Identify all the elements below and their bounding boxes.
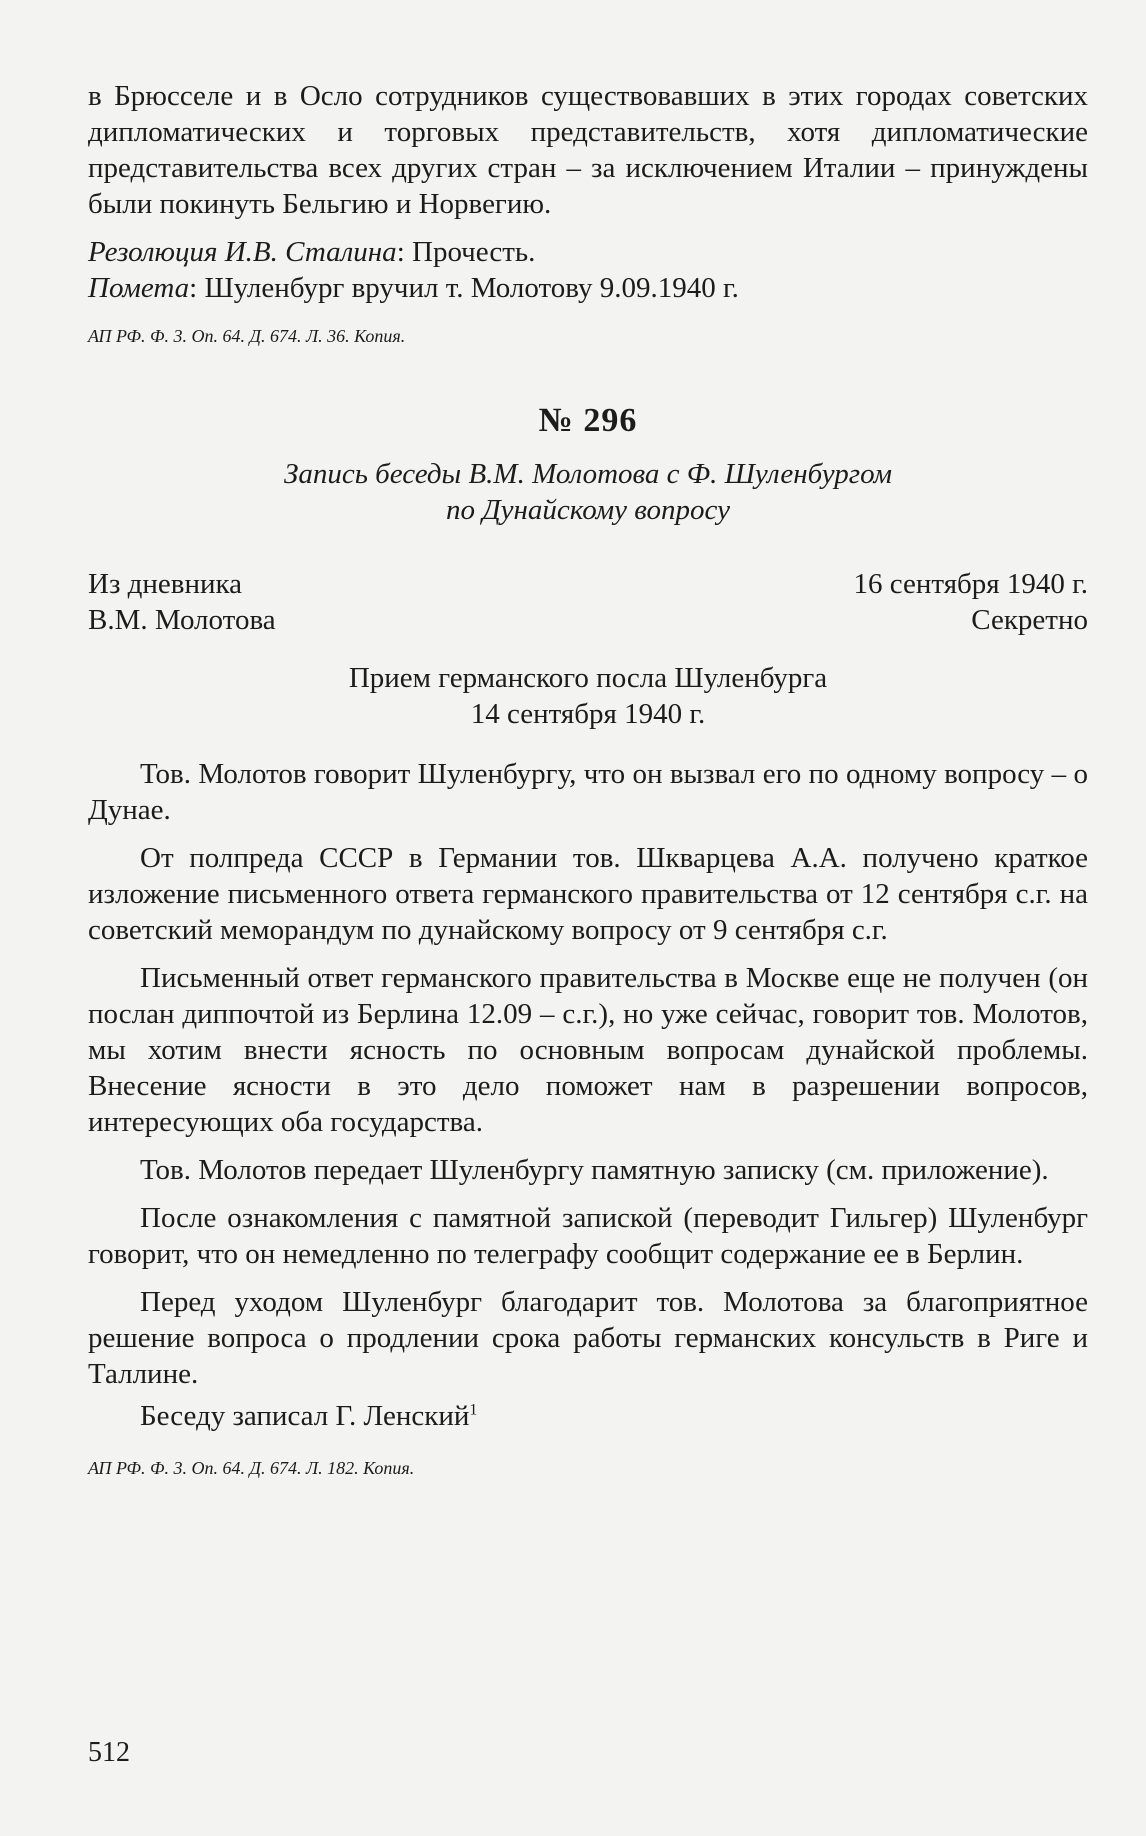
- archive-reference-1: АП РФ. Ф. 3. Оп. 64. Д. 674. Л. 36. Копия.: [88, 326, 406, 346]
- classification: Секретно: [971, 604, 1088, 636]
- document-title: [88, 456, 1088, 528]
- note-line: [88, 270, 1088, 306]
- resolution-line: [88, 234, 1088, 270]
- document-title-line-1: Запись беседы В.М. Молотова с Ф. Шуленбургом: [284, 458, 892, 490]
- meta-row-1: [88, 566, 1088, 602]
- document-meta: [88, 566, 1088, 638]
- source-line-2: В.М. Молотова: [88, 604, 276, 636]
- paragraph: Перед уходом Шуленбург благодарит тов. Молотова за благоприятное решение вопроса о продлении срока работы германских консульств в Риге и Таллине.: [88, 1286, 1088, 1390]
- page-content: [88, 78, 1088, 1480]
- document-date: 16 сентября 1940 г.: [853, 568, 1088, 600]
- continuation-paragraph: в Брюсселе и в Осло сотрудников существовавших в этих городах советских дипломатических и торговых представительств, хотя дипломатические представительства всех других стран – за исключением Италии – принуждены были покинуть Бельгию и Норвегию.: [88, 80, 1088, 220]
- resolution-label: Резолюция И.В. Сталина: [88, 236, 397, 268]
- paragraph: Тов. Молотов говорит Шуленбургу, что он вызвал его по одному вопросу – о Дунае.: [88, 758, 1088, 826]
- paragraph: Письменный ответ германского правительства в Москве еще не получен (он послан диппочтой из Берлина 12.09 – с.г.), но уже сейчас, говорит тов. Молотов, мы хотим внести ясность по основным вопросам дунайской проблемы. Внесение ясности в это дело поможет нам в разрешении вопросов, интересующих оба государства.: [88, 962, 1088, 1138]
- source-line-1: Из дневника: [88, 568, 243, 600]
- paragraph: После ознакомления с памятной запиской (переводит Гильгер) Шуленбург говорит, что он немедленно по телеграфу сообщит содержание ее в Берлин.: [88, 1202, 1088, 1270]
- reception-heading: [88, 660, 1088, 732]
- signature-line: [88, 1398, 1088, 1434]
- paragraph: От полпреда СССР в Германии тов. Шкварцева А.А. получено краткое изложение письменного ответа германского правительства от 12 сентября с.г. на советский меморандум по дунайскому вопросу от 9 сентября с.г.: [88, 842, 1088, 946]
- reception-heading-line-2: 14 сентября 1940 г.: [470, 698, 706, 730]
- signature-text: Беседу записал Г. Ленский: [140, 1400, 470, 1432]
- note-text: : Шуленбург вручил т. Молотову 9.09.1940 г.: [189, 272, 739, 304]
- conversation-body: [88, 756, 1088, 1434]
- reception-heading-line-1: Прием германского посла Шуленбурга: [348, 662, 828, 694]
- note-label: Помета: [88, 272, 190, 304]
- document-title-line-2: по Дунайскому вопросу: [445, 494, 731, 526]
- paragraph: Тов. Молотов передает Шуленбургу памятную записку (см. приложение).: [140, 1154, 1049, 1186]
- archive-reference-2: АП РФ. Ф. 3. Оп. 64. Д. 674. Л. 182. Копия.: [88, 1458, 415, 1478]
- meta-row-2: [88, 602, 1088, 638]
- footnote-mark: 1: [469, 1401, 478, 1419]
- page-number: 512: [88, 1737, 130, 1768]
- document-number: № 296: [538, 402, 638, 439]
- resolution-text: : Прочесть.: [396, 236, 536, 268]
